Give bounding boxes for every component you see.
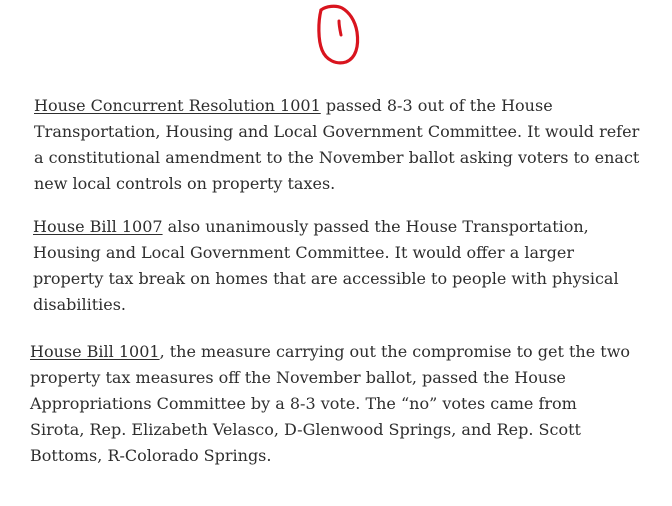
paragraph-line: property tax measures off the November ballot, passed the House [30,368,566,387]
paragraph-line: property tax break on homes that are accessible to people with physical [33,269,619,288]
paragraph-hb-1001 [30,339,640,469]
paragraph-line: Sirota, Rep. Elizabeth Velasco, D-Glenwood Springs, and Rep. Scott [30,420,581,439]
paragraph-line: Bottoms, R-Colorado Springs. [30,446,272,465]
paragraph-line: new local controls on property taxes. [34,174,336,193]
paragraph-line: Housing and Local Government Committee. It would offer a larger [33,243,575,262]
paragraph-line: passed 8-3 out of the House [320,96,553,115]
hb-1001-link[interactable]: House Bill 1001 [30,342,160,361]
paragraph-line: also unanimously passed the House Transportation, [162,217,589,236]
paragraph-hb-1007 [33,214,643,318]
paragraph-line: disabilities. [33,295,127,314]
hcr-1001-link[interactable]: House Concurrent Resolution 1001 [34,96,321,115]
paragraph-line: a constitutional amendment to the November ballot asking voters to enact [34,148,640,167]
paragraph-line: , the measure carrying out the compromise to get the two [159,342,631,361]
hb-1007-link[interactable]: House Bill 1007 [33,217,163,236]
paragraph-hcr-1001 [34,93,644,197]
paragraph-line: Transportation, Housing and Local Government Committee. It would refer [34,122,640,141]
handwritten-number-one-annotation [314,2,362,68]
paragraph-line: Appropriations Committee by a 8-3 vote. The “no” votes came from [30,394,577,413]
